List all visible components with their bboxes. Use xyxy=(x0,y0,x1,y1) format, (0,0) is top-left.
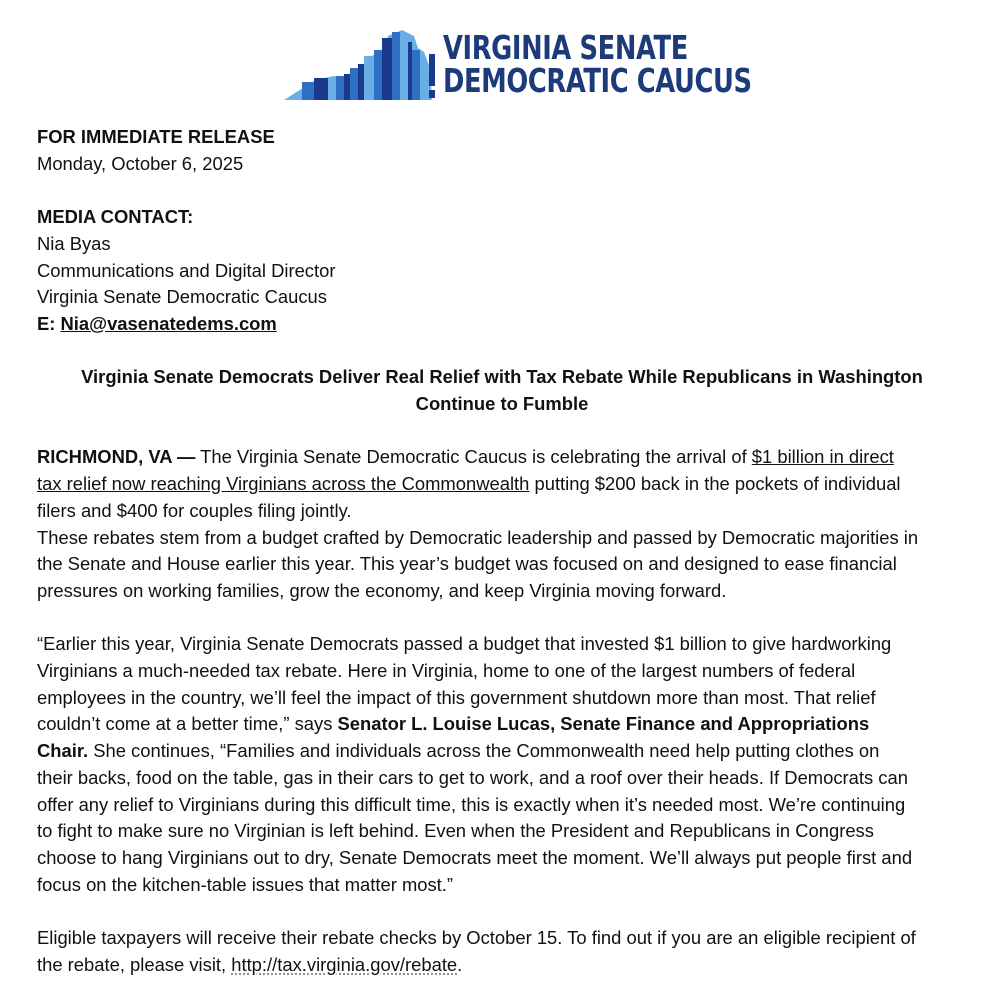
caucus-logo xyxy=(284,26,752,102)
press-release xyxy=(37,124,967,978)
paragraph-text: filers and $400 for couples filing jointly. xyxy=(37,499,352,521)
paragraph-text: putting $200 back in the pockets of individual xyxy=(529,473,901,495)
quote-text: choose to hang Virginians out to dry, Senate Democrats meet the moment. We’ll always put people first and xyxy=(37,846,913,868)
closing-period: . xyxy=(457,953,463,975)
headline-line-2: Continue to Fumble xyxy=(415,393,589,414)
logo-line-2: DEMOCRATIC CAUCUS xyxy=(443,61,752,100)
release-label: FOR IMMEDIATE RELEASE xyxy=(37,126,275,147)
quote-text: employees in the country, we’ll feel the impact of this government shutdown more than most. That relief xyxy=(37,686,876,708)
tax-relief-link[interactable]: $1 billion in direct xyxy=(751,446,894,468)
paragraph-1 xyxy=(37,444,967,524)
quote-text: focus on the kitchen-table issues that matter most.” xyxy=(37,873,454,895)
speaker-name: Senator L. Louise Lucas, Senate Finance and Appropriations xyxy=(337,713,870,735)
quote-paragraph xyxy=(37,631,967,898)
headline-line-1: Virginia Senate Democrats Deliver Real Relief with Tax Rebate While Republicans in Washington xyxy=(81,366,923,388)
quote-text: offer any relief to Virginians during this difficult time, this is exactly when it’s needed most. We’re continuing xyxy=(37,793,906,815)
contact-title: Communications and Digital Director xyxy=(37,259,336,281)
quote-text: their backs, food on the table, gas in their cars to get to work, and a roof over their heads. If Democrats can xyxy=(37,766,908,788)
closing-text: the rebate, please visit, xyxy=(37,953,232,975)
tax-relief-link-continued[interactable]: tax relief now reaching Virginians across the Commonwealth xyxy=(37,473,530,495)
quote-text: She continues, “Families and individuals across the Commonwealth need help putting clothes on xyxy=(88,740,880,762)
rebate-website-link[interactable]: http://tax.virginia.gov/rebate xyxy=(231,953,458,975)
quote-text: Virginians a much-needed tax rebate. Here in Virginia, home to one of the largest numbers of federal xyxy=(37,660,856,681)
paragraph-text: These rebates stem from a budget crafted by Democratic leadership and passed by Democratic majorities in xyxy=(37,526,919,548)
paragraph-2 xyxy=(37,525,967,605)
closing-text: Eligible taxpayers will receive their rebate checks by October 15. To find out if you are an eligible recipient of xyxy=(37,927,916,949)
paragraph-text: The Virginia Senate Democratic Caucus is celebrating the arrival of xyxy=(195,446,752,468)
contact-email-link[interactable]: Nia@vasenatedems.com xyxy=(60,312,277,334)
paragraph-text: pressures on working families, grow the economy, and keep Virginia moving forward. xyxy=(37,579,727,601)
contact-email-row xyxy=(37,311,967,338)
quote-text: couldn’t come at a better time,” says xyxy=(37,713,338,735)
release-date: Monday, October 6, 2025 xyxy=(37,152,244,174)
dateline: RICHMOND, VA — xyxy=(37,446,196,468)
contact-org: Virginia Senate Democratic Caucus xyxy=(37,286,327,308)
email-label: E: xyxy=(37,312,56,334)
headline xyxy=(37,364,967,417)
contact-name: Nia Byas xyxy=(37,232,111,254)
closing-paragraph xyxy=(37,925,967,978)
quote-text: to fight to make sure no Virginian is left behind. Even when the President and Republicans in Congress xyxy=(37,820,874,842)
logo-wordmark xyxy=(443,28,752,100)
quote-text: “Earlier this year, Virginia Senate Democrats passed a budget that invested $1 billion to give hardworking xyxy=(37,633,892,655)
speaker-title: Chair. xyxy=(37,740,89,762)
paragraph-text: the Senate and House earlier this year. This year’s budget was focused on and designed to ease financial xyxy=(37,553,897,575)
media-contact-label: MEDIA CONTACT: xyxy=(37,206,194,228)
virginia-state-skyline-icon xyxy=(284,28,439,100)
logo-line-1: VIRGINIA SENATE xyxy=(443,28,688,67)
